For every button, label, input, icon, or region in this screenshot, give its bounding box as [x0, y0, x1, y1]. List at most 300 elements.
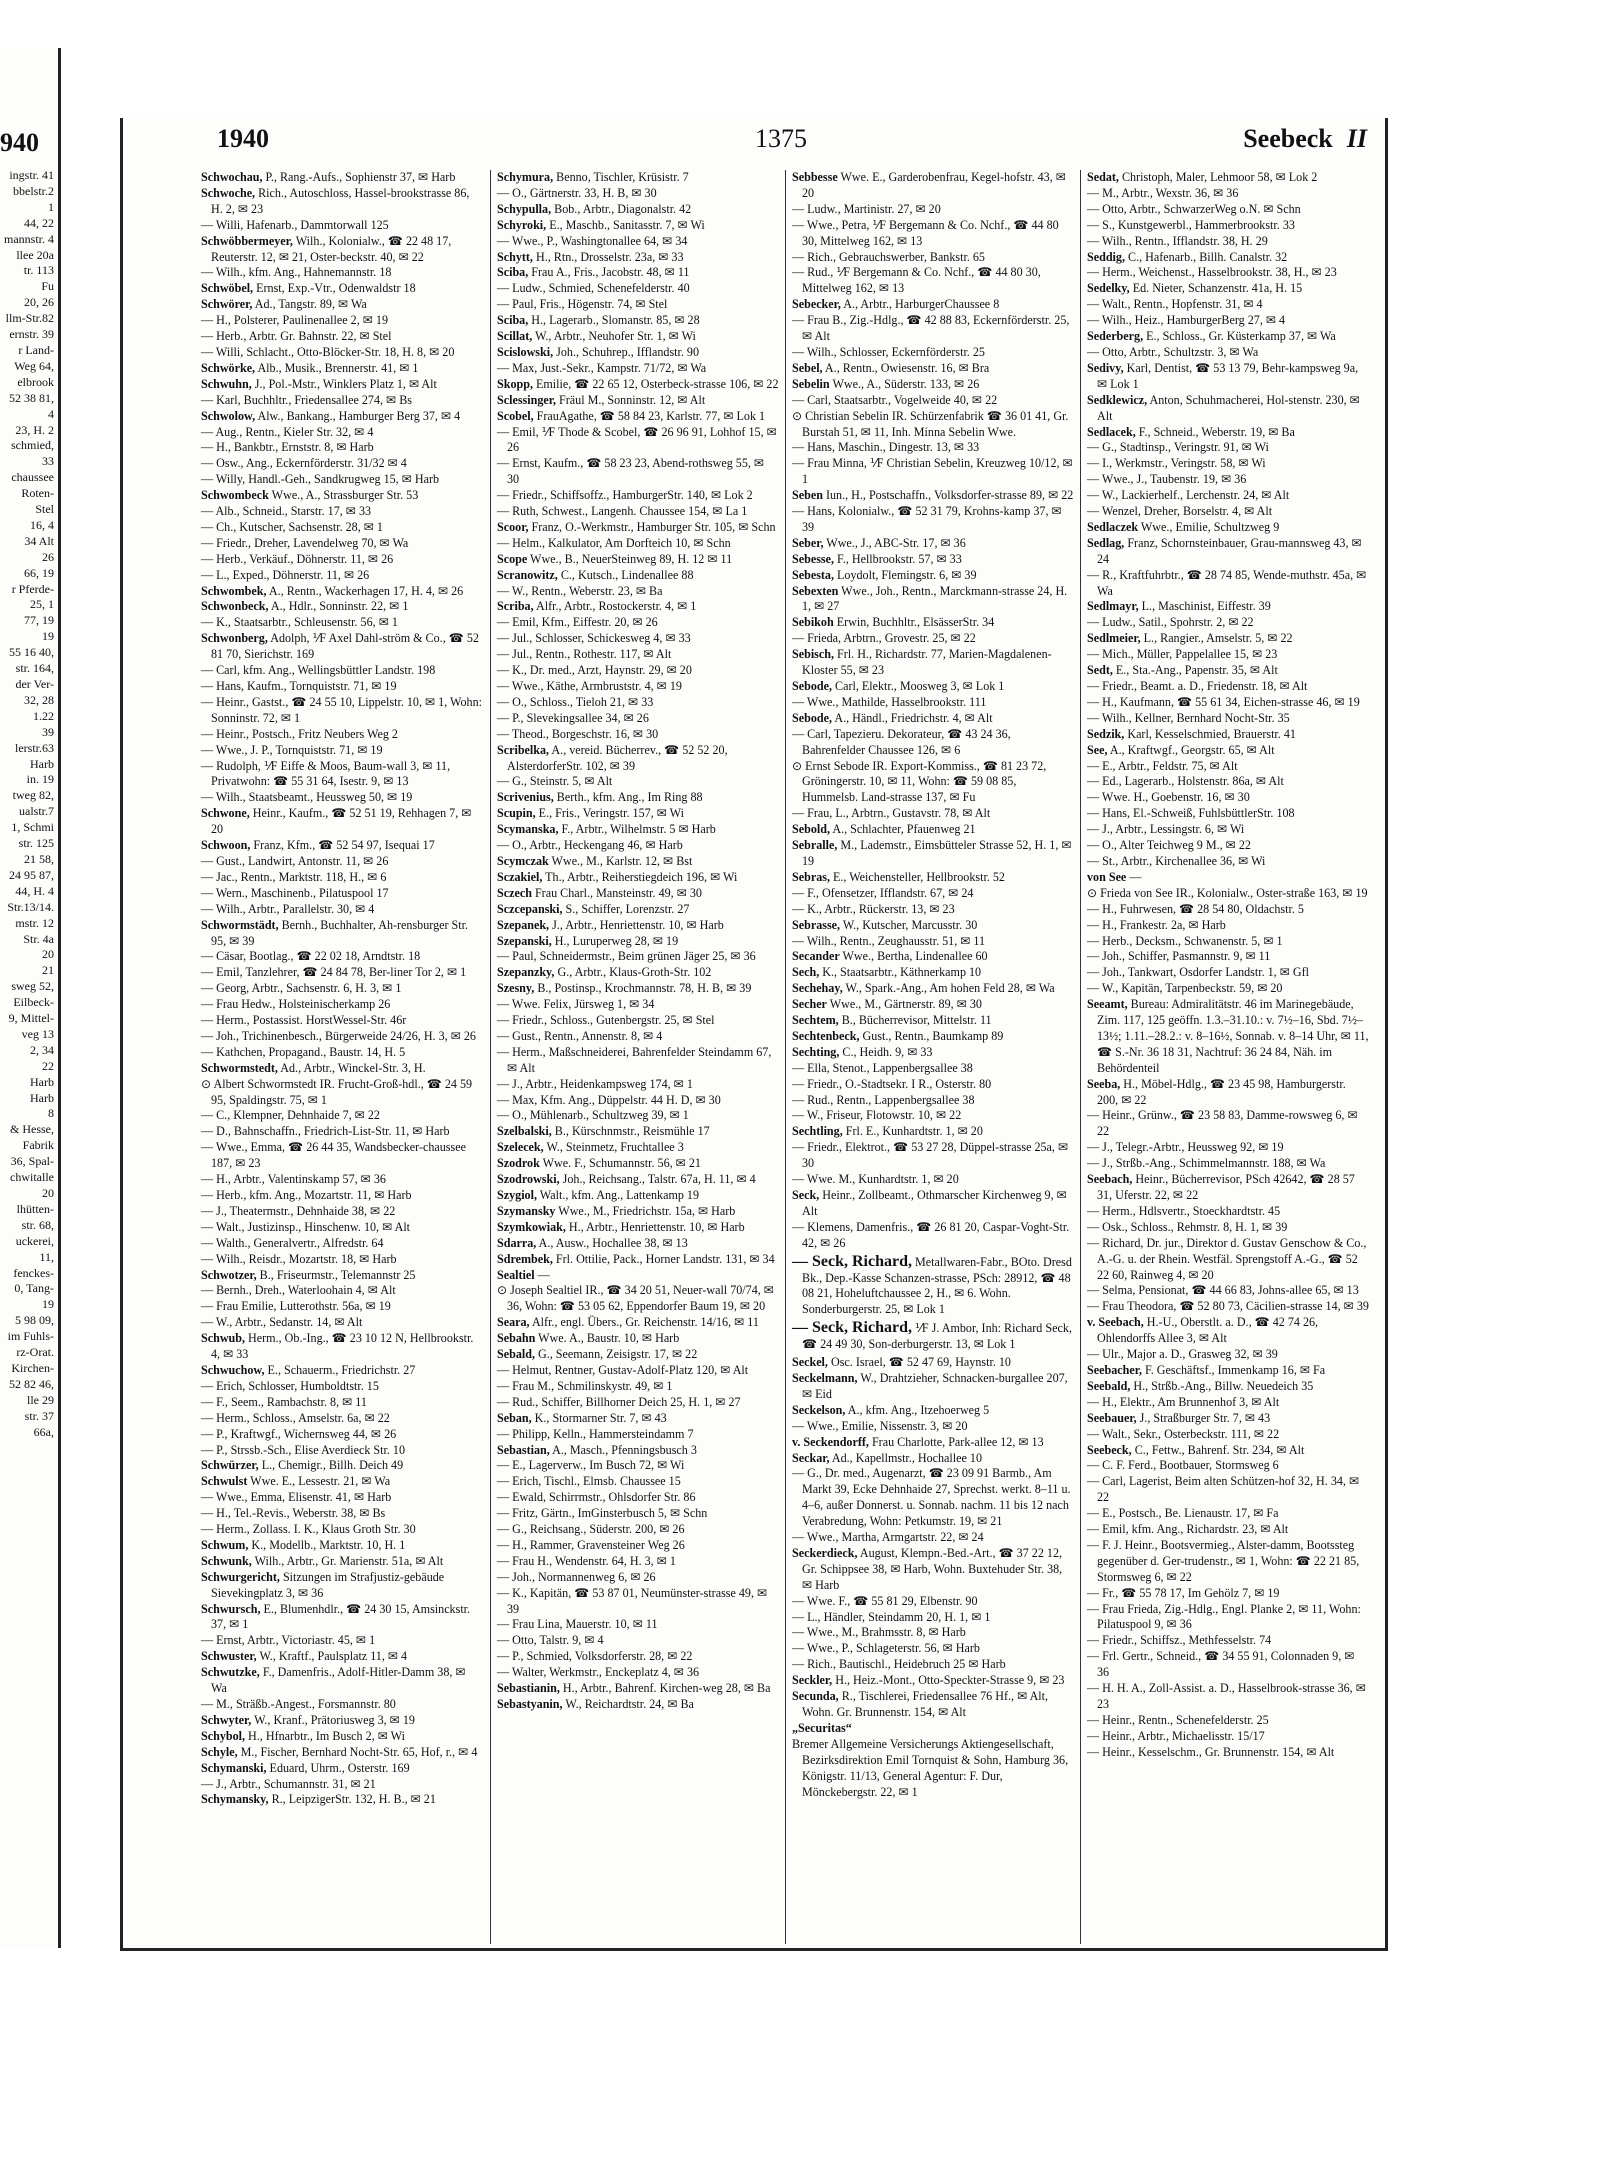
previous-page-fragment: Harb [30, 1074, 54, 1089]
entry-surname: Szodrok [497, 1156, 540, 1171]
directory-entry [497, 377, 779, 393]
entry-details: — Kathchen, Propagand., Baustr. 14, H. 5 [201, 1044, 406, 1059]
directory-entry [1087, 695, 1369, 711]
directory-entry [1087, 425, 1369, 441]
entry-details: — Wilh., Arbtr., Parallelstr. 30, ✉ 4 [201, 901, 375, 916]
entry-surname: Sedlag, [1087, 535, 1125, 550]
directory-entry [1087, 774, 1369, 790]
entry-details: — H., Polsterer, Paulinenallee 2, ✉ 19 [201, 313, 388, 328]
directory-column-2 [490, 170, 785, 1944]
entry-surname: Seckelmann, [792, 1370, 858, 1385]
directory-entry [497, 552, 779, 568]
directory-entry [497, 854, 779, 870]
directory-entry [201, 1538, 484, 1554]
entry-details: G., Arbtr., Klaus-Groth-Str. 102 [554, 965, 712, 980]
directory-entry [497, 1649, 779, 1665]
entry-surname: Scillat, [497, 329, 533, 344]
entry-details: — J., Theatermstr., Dehnhaide 38, ✉ 22 [201, 1203, 396, 1218]
entry-details: — O., Schloss., Tieloh 21, ✉ 33 [497, 694, 654, 709]
directory-entry [201, 1140, 484, 1172]
entry-details: Bernh., Buchhalter, Ah-rensburger Str. 95, ✉ 39 [211, 917, 469, 948]
entry-details: Iun., H., Postschaffn., Volksdorfer-strasse 89, ✉ 22 [822, 488, 1074, 503]
entry-details: — W., Lackierhelf., Lerchenstr. 24, ✉ Alt [1087, 488, 1290, 503]
entry-surname: Scranowitz, [497, 567, 558, 582]
previous-page-fragment: 44, H. 4 [15, 883, 54, 898]
entry-surname: Schwunk, [201, 1553, 252, 1568]
directory-entry [792, 822, 1074, 838]
entry-details: — S., Kunstgewerbl., Hammerbrookstr. 33 [1087, 217, 1295, 232]
directory-entry [792, 1721, 1074, 1737]
entry-details: — J., Arbtr., Heidenkampsweg 174, ✉ 1 [497, 1076, 693, 1091]
entry-details: — St., Arbtr., Kirchenallee 36, ✉ Wi [1087, 853, 1266, 868]
entry-details: — P., Slevekingsallee 34, ✉ 26 [497, 710, 649, 725]
directory-entry [201, 1506, 484, 1522]
directory-entry [497, 1474, 779, 1490]
previous-page-fragment: 33 [42, 454, 54, 469]
entry-details: — Ella, Stenot., Lappenbergsallee 38 [792, 1060, 973, 1075]
entry-surname: „Securitas“ [792, 1720, 852, 1735]
entry-details: — Gust., Landwirt, Antonstr. 11, ✉ 26 [201, 853, 389, 868]
entry-details: R., LeipzigerStr. 132, H. B., ✉ 21 [268, 1792, 436, 1807]
directory-entry [201, 377, 484, 393]
entry-details: — Carl, Staatsarbtr., Vogelweide 40, ✉ 22 [792, 392, 998, 407]
directory-entry [1087, 440, 1369, 456]
directory-entry [1087, 1220, 1369, 1236]
directory-entry [792, 1108, 1074, 1124]
directory-entry [1087, 1713, 1369, 1729]
previous-page-fragment: in. 19 [26, 772, 54, 787]
directory-entry [497, 1363, 779, 1379]
directory-entry [201, 663, 484, 679]
entry-details: F., Schneid., Weberstr. 19, ✉ Ba [1135, 424, 1295, 439]
entry-surname: Schwochau, [201, 170, 263, 184]
directory-entry [1087, 1156, 1369, 1172]
directory-entry [497, 886, 779, 902]
entry-surname: Sebecker, [792, 297, 841, 312]
directory-entry [201, 599, 484, 615]
entry-details: Walt., kfm. Ang., Lattenkamp 19 [536, 1188, 700, 1202]
entry-details: — Friedr., O.-Stadtsekr. I R., Osterstr. 80 [792, 1076, 992, 1091]
previous-page-fragment: 19 [42, 629, 54, 644]
directory-entry [792, 584, 1074, 616]
entry-details: B., Friseurmstr., Telemannstr 25 [256, 1267, 416, 1282]
entry-details: ⊙ Ernst Sebode IR. Export-Kommiss., ☎ 81 23 72, Gröningerstr. 10, ✉ 11, Wohn: ☎ 59 08 85, Hummelsb. Land-strasse 137, ✉ Fu [792, 758, 1047, 805]
directory-entry [792, 1220, 1074, 1252]
entry-details: — Wwe., P., Washingtonallee 64, ✉ 34 [497, 233, 688, 248]
entry-surname: Szymansky [497, 1203, 556, 1218]
directory-entry [792, 631, 1074, 647]
entry-details: W., Drahtzieher, Schnacken-burgallee 207, ✉ Eid [802, 1370, 1068, 1401]
previous-page-fragment: ernstr. 39 [9, 327, 54, 342]
entry-surname: Sedivy, [1087, 360, 1124, 375]
entry-details: Eduard, Uhrm., Osterstr. 169 [266, 1760, 410, 1775]
previous-page-fragment: str. 68, [21, 1217, 54, 1232]
directory-entry [792, 1594, 1074, 1610]
directory-entry [1087, 218, 1369, 234]
entry-surname: Schwotzer, [201, 1267, 257, 1282]
entry-details: — Wenzel, Dreher, Borselstr. 4, ✉ Alt [1087, 504, 1273, 519]
entry-details: A., kfm. Ang., Itzehoerweg 5 [845, 1402, 990, 1417]
directory-entry [1087, 663, 1369, 679]
entry-surname: Scymczak [497, 853, 549, 868]
entry-details: H.-U., Oberstlt. a. D., ☎ 42 74 26, Ohlendorffs Allee 3, ✉ Alt [1097, 1315, 1319, 1346]
entry-details: ⊙ Joseph Sealtiel IR., ☎ 34 20 51, Neuer-wall 70/74, ✉ 36, Wohn: ☎ 53 05 62, Eppendorfer Baum 19, ✉ 20 [497, 1283, 774, 1314]
previous-page-fragment: ingstr. 41 [9, 168, 54, 182]
previous-page-running-head: 940 [0, 128, 39, 157]
entry-surname: Schwonberg, [201, 631, 268, 646]
entry-details: H., Hfnarbtr., Im Busch 2, ✉ Wi [245, 1728, 405, 1743]
entry-surname: Sedlmeier, [1087, 631, 1141, 646]
entry-details: — H., Frankestr. 2a, ✉ Harb [1087, 917, 1226, 932]
previous-page-fragment: 25, 1 [30, 597, 54, 612]
entry-surname: Seeamt, [1087, 997, 1128, 1012]
entry-surname: Seckler, [792, 1673, 833, 1688]
entry-surname: Schwombek, [201, 583, 267, 598]
directory-entry [201, 1395, 484, 1411]
directory-entry [497, 679, 779, 695]
entry-details: — Wwe., P., Schlageterstr. 56, ✉ Harb [792, 1641, 980, 1656]
directory-entry [201, 981, 484, 997]
directory-entry [1087, 1077, 1369, 1109]
directory-entry [201, 1713, 484, 1729]
directory-entry [201, 1331, 484, 1363]
entry-surname: Schwyter, [201, 1712, 252, 1727]
entry-details: — E., Arbtr., Feldstr. 75, ✉ Alt [1087, 758, 1238, 773]
entry-details: — K., Kapitän, ☎ 53 87 01, Neumünster-strasse 49, ✉ 39 [497, 1585, 768, 1616]
directory-entry [497, 361, 779, 377]
entry-details: — Jul., Rentn., Rothestr. 117, ✉ Alt [497, 647, 672, 662]
entry-surname: Sebexten [792, 583, 839, 598]
entry-details: Wwe., A., Süderstr. 133, ✉ 26 [829, 376, 980, 391]
directory-entry [792, 393, 1074, 409]
previous-page-fragment: llee 20a [16, 247, 54, 262]
directory-entry [1087, 250, 1369, 266]
entry-surname: Szelbalski, [497, 1124, 552, 1139]
directory-entry [1087, 1204, 1369, 1220]
entry-details: — Wwe. H., Goebenstr. 16, ✉ 30 [1087, 790, 1250, 805]
entry-surname: Sdrembek, [497, 1251, 553, 1266]
entry-surname: Scobel, [497, 408, 534, 423]
entry-details: — Heinr., Postsch., Fritz Neubers Weg 2 [201, 726, 398, 741]
entry-details: — Emil, Kfm., Eiffestr. 20, ✉ 26 [497, 615, 658, 630]
entry-details: — R., Kraftfuhrbtr., ☎ 28 74 85, Wende-muthstr. 45a, ✉ Wa [1087, 567, 1367, 598]
directory-entry [497, 1172, 779, 1188]
directory-entry [497, 1490, 779, 1506]
directory-entry [792, 1188, 1074, 1220]
directory-entry [792, 949, 1074, 965]
directory-entry [792, 1013, 1074, 1029]
directory-entry [792, 1140, 1074, 1172]
directory-entry [1087, 1745, 1369, 1761]
directory-entry [1087, 1586, 1369, 1602]
directory-entry [1087, 822, 1369, 838]
entry-details: — Frau Minna, ⅟F Christian Sebelin, Kreuzweg 10/12, ✉ 1 [792, 456, 1073, 487]
directory-entry [792, 345, 1074, 361]
entry-details: Erwin, Buchhltr., ElsässerStr. 34 [833, 615, 995, 630]
directory-entry [792, 1093, 1074, 1109]
entry-details: H., Arbtr., Henriettenstr. 10, ✉ Harb [565, 1219, 745, 1234]
directory-entry [201, 790, 484, 806]
entry-details: — Ch., Kutscher, Sachsenstr. 28, ✉ 1 [201, 519, 383, 534]
entry-details: — Herb., Arbtr. Gr. Bahnstr. 22, ✉ Stel [201, 329, 392, 344]
entry-details: — Wern., Maschinenb., Pilatuspool 17 [201, 885, 389, 900]
directory-entry [1087, 1729, 1369, 1745]
entry-details: W., Kranf., Prätoriusweg 3, ✉ 19 [251, 1712, 415, 1727]
entry-details: — Max, Kfm. Ang., Düppelstr. 44 H. D, ✉ 30 [497, 1092, 721, 1107]
entry-details: — G., Stadtinsp., Veringstr. 91, ✉ Wi [1087, 440, 1269, 455]
entry-surname: Seara, [497, 1315, 530, 1330]
directory-entry [497, 1331, 779, 1347]
entry-surname: Scriba, [497, 599, 534, 614]
entry-details: — D., Bahnschaffn., Friedrich-List-Str. 11, ✉ Harb [201, 1124, 450, 1139]
entry-surname: Schwormstedt, [201, 1060, 278, 1075]
directory-entry [201, 870, 484, 886]
previous-page-fragment: r Pferde- [11, 581, 54, 596]
entry-surname: Seban, [497, 1410, 532, 1425]
directory-entry [497, 1013, 779, 1029]
previous-page-fragment: & Hesse, [10, 1122, 54, 1137]
directory-entry [201, 1570, 484, 1602]
directory-entry [1087, 393, 1369, 425]
entry-details: — Cäsar, Bootlag., ☎ 22 02 18, Arndtstr. 18 [201, 949, 421, 964]
entry-details: — K., Arbtr., Rückerstr. 13, ✉ 23 [792, 901, 955, 916]
entry-details: Frau A., Fris., Jacobstr. 48, ✉ 11 [528, 265, 690, 280]
entry-details: Adolph, ⅟F Axel Dahl-ström & Co., ☎ 52 81 70, Sierichstr. 169 [211, 631, 479, 662]
directory-entry [792, 679, 1074, 695]
entry-surname: Secander [792, 949, 840, 964]
directory-entry [497, 663, 779, 679]
entry-surname: Schwörke, [201, 360, 256, 375]
directory-entry [1087, 1633, 1369, 1649]
directory-entry [497, 822, 779, 838]
directory-entry [1087, 1443, 1369, 1459]
entry-surname: Seebeck, [1087, 1442, 1132, 1457]
entry-details: — J., Strßb.-Ang., Schimmelmannstr. 188, ✉ Wa [1087, 1156, 1326, 1171]
entry-details: Ernst, Exp.-Vtr., Odenwaldstr 18 [253, 281, 416, 296]
directory-entry [792, 1451, 1074, 1467]
entry-surname: Sebahn [497, 1331, 536, 1346]
entry-details: — Emil, kfm. Ang., Richardstr. 23, ✉ Alt [1087, 1522, 1289, 1537]
entry-details: Joh., Schuhrep., Ifflandstr. 90 [553, 344, 700, 359]
directory-entry [497, 1427, 779, 1443]
entry-details: A., Händl., Friedrichstr. 4, ✉ Alt [831, 710, 993, 725]
directory-entry [792, 934, 1074, 950]
entry-details: Emilie, ☎ 22 65 12, Osterbeck-strasse 106, ✉ 22 [532, 376, 779, 391]
entry-details: R., Tischlerei, Friedensallee 76 Hf., ✉ Alt, Wohn. Gr. Brunnenstr. 154, ✉ Alt [802, 1689, 1049, 1719]
entry-surname: Szymkowiak, [497, 1219, 566, 1234]
previous-page-fragment: Harb [30, 1090, 54, 1105]
directory-entry [792, 313, 1074, 345]
entry-details: — Erich, Tischl., Elmsb. Chaussee 15 [497, 1474, 681, 1489]
entry-details: H., Heiz.-Mont., Otto-Speckter-Strasse 9, ✉ 23 [832, 1673, 1065, 1688]
entry-surname: Sebikoh [792, 615, 834, 630]
entry-surname: Sebald, [497, 1347, 535, 1362]
entry-details: E., Fris., Veringstr. 157, ✉ Wi [535, 806, 684, 821]
previous-page-fragment: str. 37 [24, 1408, 54, 1423]
directory-entry [497, 965, 779, 981]
entry-details: — Willy, Handl.-Geh., Sandkrugweg 15, ✉ Harb [201, 472, 440, 487]
directory-entry [1087, 1347, 1369, 1363]
directory-entry [201, 1124, 484, 1140]
entry-surname: Schwöbbermeyer, [201, 233, 293, 248]
entry-surname: Sebastyanin, [497, 1697, 563, 1711]
entry-surname: Schwum, [201, 1537, 249, 1552]
previous-page-fragment: 32, 28 [24, 692, 54, 707]
entry-details: Alb., Musik., Brennerstr. 41, ✉ 1 [255, 360, 419, 375]
directory-entry [497, 1522, 779, 1538]
entry-details: Wwe. A., Baustr. 10, ✉ Harb [535, 1331, 680, 1346]
entry-details: — L., Händler, Steindamm 20, H. 1, ✉ 1 [792, 1609, 991, 1624]
directory-entry [1087, 1538, 1369, 1586]
directory-entry [201, 615, 484, 631]
directory-entry [201, 568, 484, 584]
entry-surname: Seebacher, [1087, 1362, 1142, 1377]
entry-surname: Schwursch, [201, 1601, 261, 1616]
directory-entry [201, 1474, 484, 1490]
directory-entry [497, 695, 779, 711]
directory-entry [201, 218, 484, 234]
directory-entry [497, 329, 779, 345]
directory-entry [1087, 647, 1369, 663]
directory-entry [497, 1268, 779, 1284]
directory-entry [792, 1320, 1074, 1353]
previous-page-fragment: r Land- [18, 342, 54, 357]
entry-details: Ed. Nieter, Schanzenstr. 41a, H. 15 [1129, 281, 1303, 296]
entry-details: — J., Arbtr., Schumannstr. 31, ✉ 21 [201, 1776, 376, 1791]
directory-entry [792, 377, 1074, 393]
entry-details: K., Stormarner Str. 7, ✉ 43 [531, 1410, 667, 1425]
previous-page-fragment: Weg 64, [14, 358, 54, 373]
entry-details: Wwe., B., NeuerSteinweg 89, H. 12 ✉ 11 [527, 551, 733, 566]
entry-details: Christoph, Maler, Lehmoor 58, ✉ Lok 2 [1118, 170, 1318, 184]
entry-details: — Ludw., Martinistr. 27, ✉ 20 [792, 201, 941, 216]
entry-details: Heinr., Kaufm., ☎ 52 51 19, Rehhagen 7, ✉ 20 [211, 806, 472, 837]
entry-details: — Frau M., Schmilinskystr. 49, ✉ 1 [497, 1378, 673, 1393]
directory-entry [201, 440, 484, 456]
entry-details: Frl. Ottilie, Pack., Horner Landstr. 131, ✉ 34 [552, 1251, 775, 1266]
entry-details: — Jac., Rentn., Marktstr. 118, H., ✉ 6 [201, 869, 387, 884]
entry-details: W., Arbtr., Neuhofer Str. 1, ✉ Wi [532, 329, 696, 344]
entry-details: — Joh., Trichinenbesch., Bürgerweide 24/26, H. 3, ✉ 26 [201, 1028, 476, 1043]
entry-surname: Sebold, [792, 822, 830, 837]
entry-details: Fräul M., Sonninstr. 12, ✉ Alt [556, 392, 706, 407]
directory-entry [201, 1045, 484, 1061]
directory-entry [201, 488, 484, 504]
directory-entry [497, 949, 779, 965]
previous-page-fragment: 1 [48, 199, 54, 214]
entry-surname: Seckel, [792, 1355, 828, 1370]
entry-surname: Schwoon, [201, 838, 251, 853]
directory-entry [201, 170, 484, 186]
entry-details: — J., Telegr.-Arbtr., Heussweg 92, ✉ 19 [1087, 1140, 1284, 1155]
directory-entry [497, 997, 779, 1013]
entry-details: — Rich., Gebrauchswerber, Bankstr. 65 [792, 249, 985, 264]
directory-entry [497, 1108, 779, 1124]
entry-surname: — Seck, Richard, [792, 1252, 912, 1270]
directory-entry [1087, 1315, 1369, 1347]
entry-details: C., Hafenarb., Billh. Canalstr. 32 [1124, 249, 1288, 264]
previous-page-fragment: 16, 4 [30, 517, 54, 532]
directory-entry [201, 918, 484, 950]
entry-details: — Carl, kfm. Ang., Wellingsbüttler Landstr. 198 [201, 663, 436, 678]
entry-surname: Schwöbel, [201, 281, 254, 296]
directory-entry [201, 1315, 484, 1331]
directory-entry [1087, 1522, 1369, 1538]
entry-surname: Seebach, [1087, 1172, 1133, 1187]
previous-page-fragment: schmied, [11, 438, 54, 453]
directory-entry [1087, 934, 1369, 950]
entry-details: ⊙ Christian Sebelin IR. Schürzenfabrik ☎ 36 01 41, Gr. Burstah 51, ✉ 11, Inh. Minna Sebelin Wwe. [792, 408, 1069, 439]
directory-entry [497, 1220, 779, 1236]
entry-surname: Scymanska, [497, 822, 559, 837]
directory-entry [1087, 902, 1369, 918]
previous-page-fragment: lerstr.63 [15, 740, 54, 755]
entry-surname: Sederberg, [1087, 329, 1144, 344]
entry-details: — Rud., ⅟F Bergemann & Co. Nchf., ☎ 44 80 30, Mittelweg 162, ✉ 13 [792, 265, 1041, 296]
previous-page-fragment: 2, 34 [30, 1042, 54, 1057]
entry-surname: Sebastian, [497, 1442, 550, 1457]
entry-details: B., Kürschnmstr., Reismühle 17 [551, 1124, 710, 1139]
page-header [123, 118, 1385, 170]
entry-details: — Wilh., Rentn., Ifflandstr. 38, H. 29 [1087, 233, 1268, 248]
directory-entry [1087, 838, 1369, 854]
directory-entry [497, 568, 779, 584]
entry-details: Wwe., M., Karlstr. 12, ✉ Bst [548, 853, 693, 868]
entry-details: — Rich., Bautischl., Heidebruch 25 ✉ Harb [792, 1657, 1006, 1672]
directory-entry [497, 345, 779, 361]
directory-entry [792, 615, 1074, 631]
directory-entry [201, 1108, 484, 1124]
entry-details: Wwe., M., Friedrichstr. 15a, ✉ Harb [555, 1203, 736, 1218]
entry-details: — Frau Theodora, ☎ 52 80 73, Cäcilien-strasse 14, ✉ 39 [1087, 1299, 1369, 1314]
directory-entry [1087, 615, 1369, 631]
directory-entry [792, 1689, 1074, 1721]
page-number: 1375 [755, 124, 807, 153]
directory-entry [792, 1641, 1074, 1657]
directory-entry [497, 218, 779, 234]
entry-details: — Joh., Normannenweg 6, ✉ 26 [497, 1569, 656, 1584]
entry-details: — O., Gärtnerstr. 33, H. B, ✉ 30 [497, 185, 657, 200]
entry-details: — F., Ofensetzer, Ifflandstr. 67, ✉ 24 [792, 885, 974, 900]
entry-details: — Walt., Justizinsp., Hinschenw. 10, ✉ Alt [201, 1219, 411, 1234]
directory-entry [201, 1188, 484, 1204]
entry-details: A., Kraftwgf., Georgstr. 65, ✉ Alt [1107, 742, 1275, 757]
previous-page-fragment: Eilbeck- [13, 995, 54, 1010]
entry-details: Metallwaren-Fabr., BOto. Dresd Bk., Dep.-Kasse Schanzen-strasse, PSch: 28912, ☎ 48 08 21, Hoheluftchaussee 2, H., ✉ 6. Wohn. Sonderburgerstr. 25, ✉ Lok 1 [802, 1254, 1072, 1317]
directory-entry [497, 584, 779, 600]
entry-details: — F. J. Heinr., Bootsvermieg., Alster-damm, Bootssteg gegenüber d. Ger-trudenstr., ✉ 1, Wohn: ☎ 22 21 85, Stormsweg 6, ✉ 22 [1087, 1537, 1360, 1584]
directory-entry [201, 520, 484, 536]
directory-entry [1087, 1395, 1369, 1411]
entry-details: — Friedr., Schiffsz., Methfesselstr. 74 [1087, 1633, 1272, 1648]
directory-entry [1087, 790, 1369, 806]
entry-details: Heinr., Bücherrevisor, PSch 42642, ☎ 28 57 31, Uferstr. 22, ✉ 22 [1097, 1172, 1355, 1202]
entry-surname: Sebralle, [792, 838, 838, 853]
directory-entry [792, 1371, 1074, 1403]
entry-surname: Schyroki, [497, 217, 547, 232]
directory-column-1 [195, 170, 490, 1944]
directory-entry [201, 1633, 484, 1649]
entry-surname: von See [1087, 869, 1127, 884]
entry-surname: Seeba, [1087, 1076, 1121, 1091]
entry-surname: Schwone, [201, 806, 250, 821]
directory-entry [497, 1554, 779, 1570]
directory-entry [201, 1204, 484, 1220]
previous-page-fragment: Str.13/14. [7, 899, 54, 914]
directory-entry [201, 854, 484, 870]
entry-details: F., Hellbrookstr. 57, ✉ 33 [834, 551, 962, 566]
entry-details: A., Ausw., Hochallee 38, ✉ 13 [536, 1235, 688, 1250]
